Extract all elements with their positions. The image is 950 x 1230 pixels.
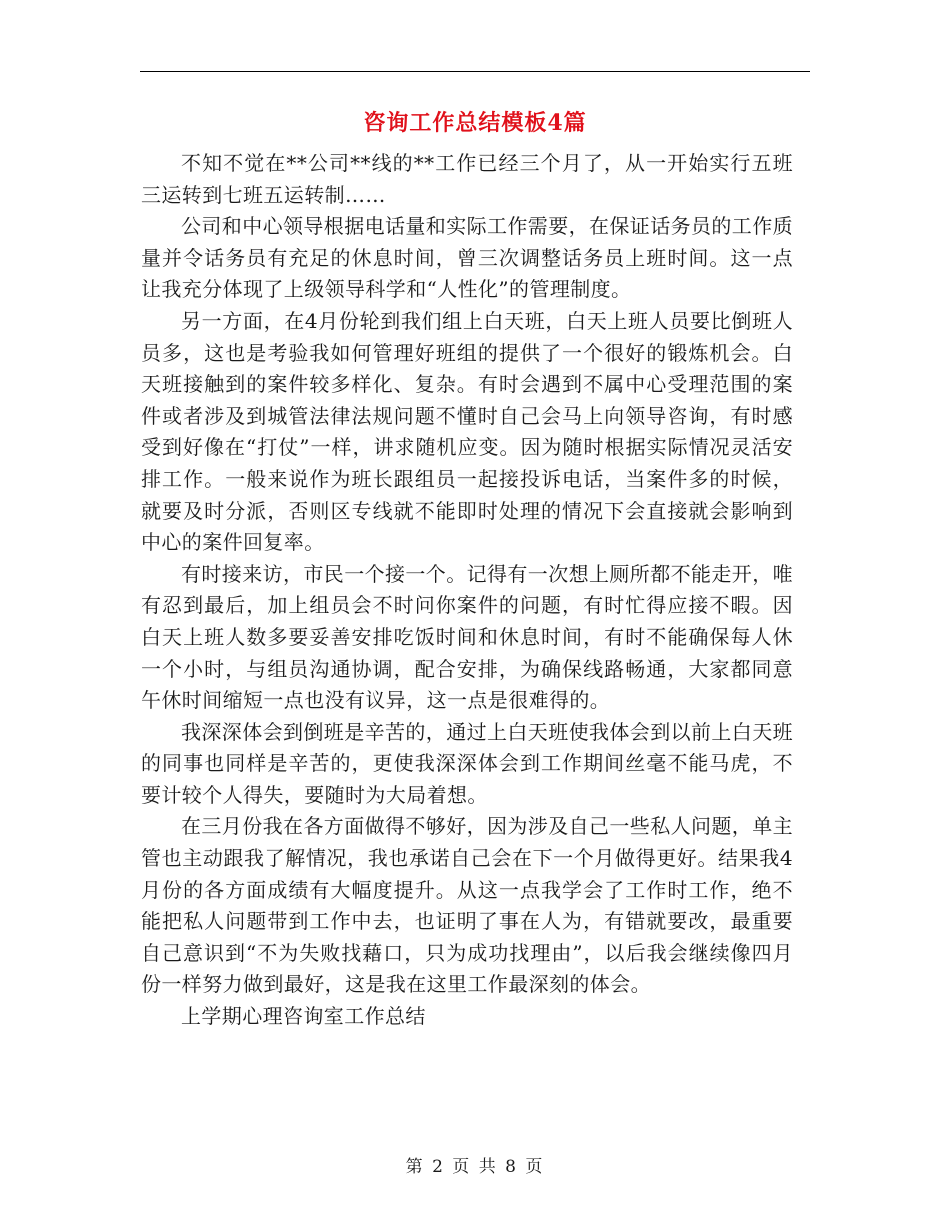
page-footer: 第 2 页 共 8 页 bbox=[405, 1157, 545, 1177]
paragraph-2: 公司和中心领导根据电话量和实际工作需要，在保证话务员的工作质量并令话务员有充足的休息时间，曾三次调整话务员上班时间。这一点让我充分体现了上级领导科学和“人性化”的管理制度。 bbox=[141, 214, 793, 302]
document-title: 咨询工作总结模板4篇 bbox=[363, 110, 587, 136]
paragraph-1: 不知不觉在**公司**线的**工作已经三个月了，从一开始实行五班三运转到七班五运转制…… bbox=[141, 151, 793, 207]
paragraph-3: 另一方面，在4月份轮到我们组上白天班，白天上班人员要比倒班人员多，这也是考验我如何管理好班组的提供了一个很好的锻炼机会。白天班接触到的案件较多样化、复杂。有时会遇到不属中心受理范围的案件或者涉及到城管法律法规问题不懂时自己会马上向领导咨询，有时感受到好像在“打仗”一样，讲求随机应变。因为随时根据实际情况灵活安排工作。一般来说作为班长跟组员一起接投诉电话，当案件多的时候，就要及时分派，否则区专线就不能即时处理的情况下会直接就会影响到中心的案件回复率。 bbox=[141, 308, 793, 555]
section-heading: 上学期心理咨询室工作总结 bbox=[181, 1004, 426, 1029]
paragraph-6: 在三月份我在各方面做得不够好，因为涉及自己一些私人问题，单主管也主动跟我了解情况，我也承诺自己会在下一个月做得更好。结果我4月份的各方面成绩有大幅度提升。从这一点我学会了工作时工作，绝不能把私人问题带到工作中去，也证明了事在人为，有错就要改，最重要自己意识到“不为失败找藉口，只为成功找理由”，以后我会继续像四月份一样努力做到最好，这是我在这里工作最深刻的体会。 bbox=[141, 814, 793, 997]
header-rule bbox=[140, 71, 810, 72]
paragraph-5: 我深深体会到倒班是辛苦的，通过上白天班使我体会到以前上白天班的同事也同样是辛苦的，更使我深深体会到工作期间丝毫不能马虎，不要计较个人得失，要随时为大局着想。 bbox=[141, 719, 793, 807]
paragraph-4: 有时接来访，市民一个接一个。记得有一次想上厕所都不能走开，唯有忍到最后，加上组员会不时问你案件的问题，有时忙得应接不暇。因白天上班人数多要妥善安排吃饭时间和休息时间，有时不能确保每人休一个小时，与组员沟通协调，配合安排，为确保线路畅通，大家都同意午休时间缩短一点也没有议异，这一点是很难得的。 bbox=[141, 561, 793, 713]
document-body bbox=[141, 148, 793, 1033]
